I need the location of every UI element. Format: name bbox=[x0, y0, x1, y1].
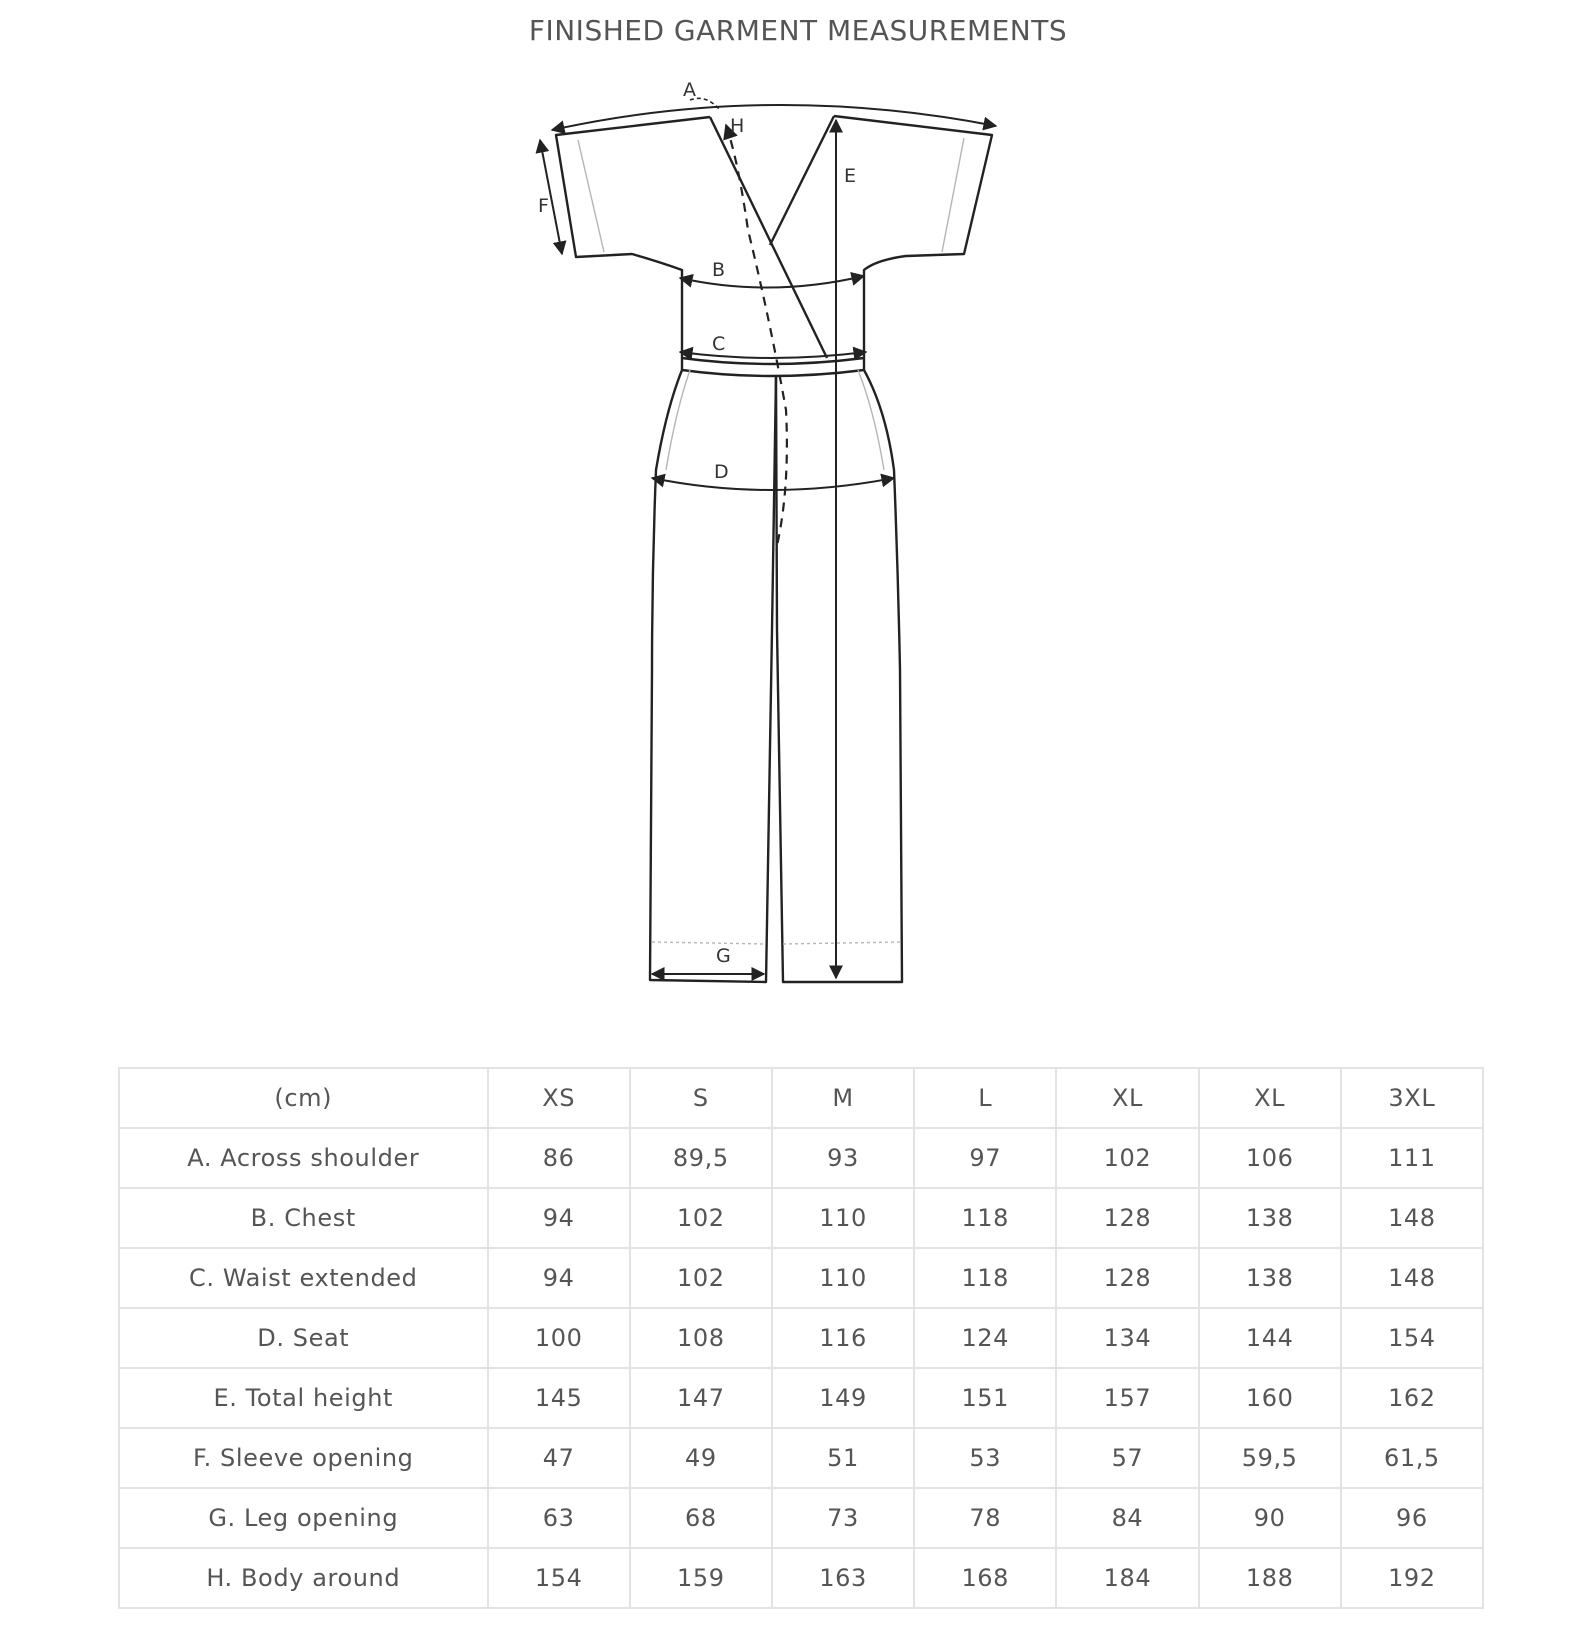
table-cell: 102 bbox=[630, 1188, 772, 1248]
table-cell: 61,5 bbox=[1341, 1428, 1483, 1488]
row-label: A. Across shoulder bbox=[119, 1128, 488, 1188]
row-label: C. Waist extended bbox=[119, 1248, 488, 1308]
header-size: 3XL bbox=[1341, 1068, 1483, 1128]
header-size: L bbox=[914, 1068, 1056, 1128]
label-c: C bbox=[712, 333, 726, 355]
table-cell: 160 bbox=[1199, 1368, 1341, 1428]
table-cell: 124 bbox=[914, 1308, 1056, 1368]
table-row bbox=[119, 1548, 1483, 1608]
table-cell: 148 bbox=[1341, 1248, 1483, 1308]
table-cell: 97 bbox=[914, 1128, 1056, 1188]
table-row bbox=[119, 1368, 1483, 1428]
table-cell: 149 bbox=[772, 1368, 914, 1428]
table-row bbox=[119, 1308, 1483, 1368]
header-size: S bbox=[630, 1068, 772, 1128]
waist-arrow bbox=[680, 352, 866, 358]
table-cell: 154 bbox=[488, 1548, 630, 1608]
table-cell: 53 bbox=[914, 1428, 1056, 1488]
label-g: G bbox=[716, 945, 731, 967]
garment-outline bbox=[556, 116, 992, 982]
table-row bbox=[119, 1128, 1483, 1188]
table-cell: 163 bbox=[772, 1548, 914, 1608]
table-cell: 100 bbox=[488, 1308, 630, 1368]
table-cell: 102 bbox=[630, 1248, 772, 1308]
table-cell: 111 bbox=[1341, 1128, 1483, 1188]
table-cell: 49 bbox=[630, 1428, 772, 1488]
table-row bbox=[119, 1248, 1483, 1308]
table-row bbox=[119, 1188, 1483, 1248]
jumpsuit-drawing bbox=[540, 70, 1060, 1040]
table-row bbox=[119, 1428, 1483, 1488]
table-cell: 116 bbox=[772, 1308, 914, 1368]
table-cell: 68 bbox=[630, 1488, 772, 1548]
table-cell: 118 bbox=[914, 1188, 1056, 1248]
table-cell: 134 bbox=[1056, 1308, 1198, 1368]
label-f: F bbox=[538, 195, 549, 217]
header-size: M bbox=[772, 1068, 914, 1128]
table-cell: 94 bbox=[488, 1188, 630, 1248]
table-row bbox=[119, 1488, 1483, 1548]
measurements-table bbox=[118, 1067, 1484, 1609]
seat-arrow bbox=[652, 478, 894, 490]
label-a: A bbox=[683, 79, 696, 101]
table-cell: 110 bbox=[772, 1248, 914, 1308]
table-cell: 106 bbox=[1199, 1128, 1341, 1188]
label-d: D bbox=[714, 461, 729, 483]
table-cell: 47 bbox=[488, 1428, 630, 1488]
table-cell: 128 bbox=[1056, 1188, 1198, 1248]
table-cell: 145 bbox=[488, 1368, 630, 1428]
row-label: D. Seat bbox=[119, 1308, 488, 1368]
table-cell: 84 bbox=[1056, 1488, 1198, 1548]
table-cell: 157 bbox=[1056, 1368, 1198, 1428]
table-cell: 102 bbox=[1056, 1128, 1198, 1188]
label-b: B bbox=[712, 259, 726, 281]
table-cell: 59,5 bbox=[1199, 1428, 1341, 1488]
table-cell: 51 bbox=[772, 1428, 914, 1488]
table-cell: 159 bbox=[630, 1548, 772, 1608]
table-cell: 188 bbox=[1199, 1548, 1341, 1608]
row-label: G. Leg opening bbox=[119, 1488, 488, 1548]
table-cell: 108 bbox=[630, 1308, 772, 1368]
table-cell: 96 bbox=[1341, 1488, 1483, 1548]
table-cell: 154 bbox=[1341, 1308, 1483, 1368]
seam-lines bbox=[578, 138, 964, 944]
table-cell: 73 bbox=[772, 1488, 914, 1548]
across-shoulder-arrow bbox=[552, 105, 996, 130]
header-size: XL bbox=[1199, 1068, 1341, 1128]
table-cell: 138 bbox=[1199, 1188, 1341, 1248]
table-cell: 162 bbox=[1341, 1368, 1483, 1428]
table-cell: 110 bbox=[772, 1188, 914, 1248]
row-label: H. Body around bbox=[119, 1548, 488, 1608]
table-header-row bbox=[119, 1068, 1483, 1128]
table-cell: 93 bbox=[772, 1128, 914, 1188]
table-cell: 151 bbox=[914, 1368, 1056, 1428]
table-cell: 90 bbox=[1199, 1488, 1341, 1548]
page-title: FINISHED GARMENT MEASUREMENTS bbox=[528, 14, 1068, 47]
table-cell: 144 bbox=[1199, 1308, 1341, 1368]
header-unit: (cm) bbox=[119, 1068, 488, 1128]
table-cell: 78 bbox=[914, 1488, 1056, 1548]
table-cell: 192 bbox=[1341, 1548, 1483, 1608]
table-cell: 86 bbox=[488, 1128, 630, 1188]
table-cell: 168 bbox=[914, 1548, 1056, 1608]
body-around-dashed-line bbox=[726, 125, 787, 550]
header-size: XL bbox=[1056, 1068, 1198, 1128]
label-h: H bbox=[730, 115, 745, 137]
table-cell: 148 bbox=[1341, 1188, 1483, 1248]
table-cell: 63 bbox=[488, 1488, 630, 1548]
table-cell: 147 bbox=[630, 1368, 772, 1428]
table-cell: 128 bbox=[1056, 1248, 1198, 1308]
header-size: XS bbox=[488, 1068, 630, 1128]
table-cell: 184 bbox=[1056, 1548, 1198, 1608]
table-cell: 118 bbox=[914, 1248, 1056, 1308]
row-label: B. Chest bbox=[119, 1188, 488, 1248]
row-label: F. Sleeve opening bbox=[119, 1428, 488, 1488]
table-cell: 89,5 bbox=[630, 1128, 772, 1188]
jumpsuit-diagram bbox=[540, 70, 1060, 1040]
row-label: E. Total height bbox=[119, 1368, 488, 1428]
table-cell: 94 bbox=[488, 1248, 630, 1308]
table-cell: 57 bbox=[1056, 1428, 1198, 1488]
table-cell: 138 bbox=[1199, 1248, 1341, 1308]
label-e: E bbox=[844, 165, 857, 187]
